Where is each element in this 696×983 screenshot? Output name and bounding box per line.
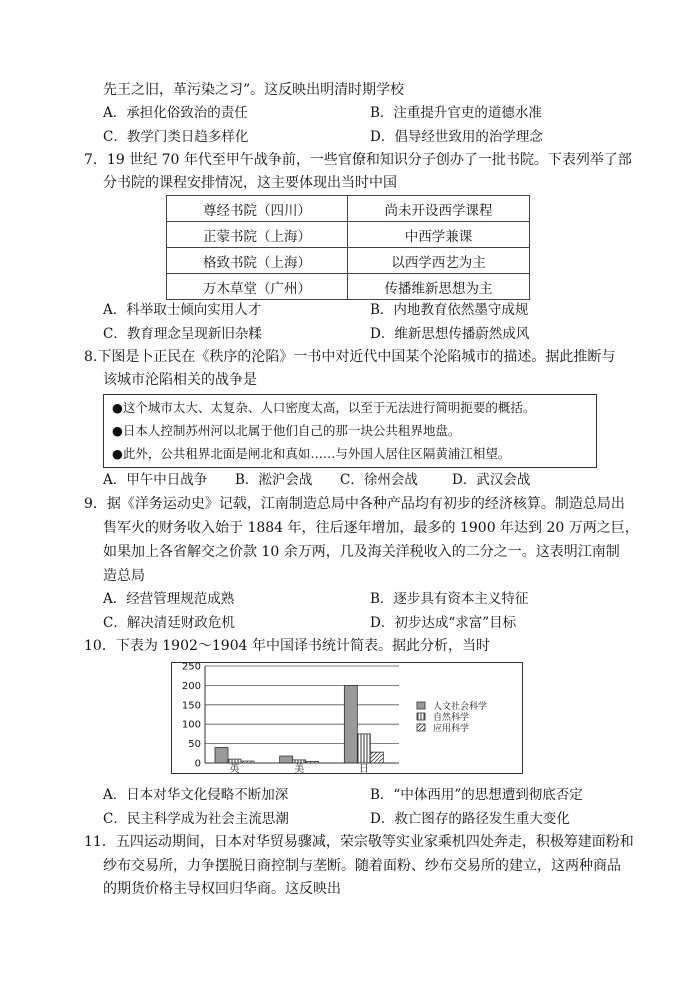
option-b: B．内地教育依然墨守成规: [370, 302, 529, 318]
table-row: [167, 196, 530, 222]
stem-line: 先王之旧，革污染之习”。这反映出明清时期学校: [103, 82, 405, 98]
table-cell: 正蒙书院（上海）: [167, 222, 348, 248]
bar: [370, 752, 383, 763]
legend-label: 人文社会科学: [433, 702, 488, 712]
option-c: C．解决清廷财政危机: [103, 615, 235, 631]
table-cell: 格致书院（上海）: [167, 248, 348, 274]
quote-bullet: ●此外，公共租界北面是闸北和真如……与外国人居住区隔黄浦江相望。: [112, 446, 511, 461]
y-tick-label: 250: [181, 662, 201, 673]
stem-line: 8.下图是卜正民在《秩序的沦陷》一书中对近代中国某个沦陷城市的描述。据此推断与: [84, 349, 616, 365]
legend-label: 自然科学: [433, 713, 470, 723]
bar: [357, 734, 370, 763]
x-category-label: 美: [294, 764, 305, 774]
bar: [280, 756, 293, 763]
translation-bar-chart: [171, 662, 523, 774]
bar: [344, 685, 357, 763]
stem-line: 该城市沦陷相关的战争是: [103, 372, 257, 388]
option-a: A．甲午中日战争: [103, 472, 208, 488]
legend-swatch: [417, 702, 425, 709]
table-row: [167, 248, 530, 274]
table-cell: 尊经书院（四川）: [167, 196, 348, 222]
legend-label: 应用科学: [433, 724, 470, 734]
table-cell: 万木草堂（广州）: [167, 274, 348, 300]
option-b: B．逐步具有资本主义特征: [370, 591, 529, 607]
stem-line: 7．19 世纪 70 年代至甲午战争前，一些官僚和知识分子创办了一批书院。下表列举了部: [84, 152, 632, 168]
legend-swatch: [417, 713, 425, 720]
option-c: C．徐州会战: [340, 472, 418, 488]
option-c: C．教育理念呈现新旧杂糅: [103, 326, 262, 342]
bar: [228, 759, 241, 763]
option-a: A．经营管理规范成熟: [103, 591, 235, 607]
option-b: B．注重提升官吏的道德水准: [370, 105, 542, 121]
quote-bullet: ●日本人控制苏州河以北属于他们自己的那一块公共租界地盘。: [112, 423, 461, 438]
y-tick-label: 150: [181, 700, 201, 712]
stem-line: 纱布交易所，力争摆脱日商控制与垄断。随着面粉、纱布交易所的建立，这两种商品: [103, 858, 621, 874]
y-tick-label: 0: [194, 758, 201, 770]
academy-table: [166, 195, 530, 300]
x-category-label: 日: [358, 764, 369, 774]
table-cell: 尚未开设西学课程: [348, 196, 530, 222]
option-c: C．民主科学成为社会主流思潮: [103, 811, 289, 827]
option-a: A．科举取士倾向实用人才: [103, 302, 262, 318]
stem-line: 造总局: [103, 568, 145, 584]
option-b: B．淞沪会战: [235, 472, 313, 488]
x-category-label: 英: [229, 764, 240, 774]
stem-line: 9．据《洋务运动史》记载，江南制造总局中各种产品均有初步的经济核算。制造总局出: [84, 496, 625, 512]
bar: [215, 747, 228, 763]
option-d: D．初步达成“求富”目标: [370, 615, 517, 631]
option-b: B．“中体西用”的思想遭到彻底否定: [370, 787, 583, 803]
y-tick-label: 100: [181, 719, 201, 731]
stem-line: 售军火的财务收入始于 1884 年，往后逐年增加，最多的 1900 年达到 20 万两之巨，: [103, 520, 639, 536]
table-row: [167, 222, 530, 248]
option-a: A．日本对华文化侵略不断加深: [103, 787, 289, 803]
y-tick-label: 50: [188, 739, 201, 751]
y-tick-label: 200: [181, 680, 201, 692]
quote-box: [103, 394, 597, 468]
stem-line: 如果加上各省解交之价款 10 余万两，几及海关洋税收入的二分之一。这表明江南制: [103, 544, 620, 560]
option-a: A．承担化俗致治的责任: [103, 105, 248, 121]
option-d: D．武汉会战: [452, 472, 531, 488]
option-d: D．救亡图存的路径发生重大变化: [370, 811, 570, 827]
stem-line: 10．下表为 1902～1904 年中国译书统计简表。据此分析，当时: [84, 638, 490, 654]
table-cell: 以西学西艺为主: [348, 248, 530, 274]
table-row: [167, 274, 530, 300]
legend-swatch: [417, 724, 425, 731]
stem-line: 的期货价格主导权回归华商。这反映出: [103, 881, 341, 897]
stem-line: 11．五四运动期间，日本对华贸易骤减，荣宗敬等实业家乘机四处奔走，积极筹建面粉和: [84, 834, 634, 850]
stem-line: 分书院的课程安排情况，这主要体现出当时中国: [103, 175, 397, 191]
table-cell: 传播维新思想为主: [348, 274, 530, 300]
option-c: C．教学门类日趋多样化: [103, 129, 249, 145]
option-d: D．维新思想传播蔚然成风: [370, 326, 530, 342]
table-cell: 中西学兼课: [348, 222, 530, 248]
option-d: D．倡导经世致用的治学理念: [370, 129, 543, 145]
quote-bullet: ●这个城市太大、太复杂、人口密度太高，以至于无法进行简明扼要的概括。: [112, 400, 536, 415]
